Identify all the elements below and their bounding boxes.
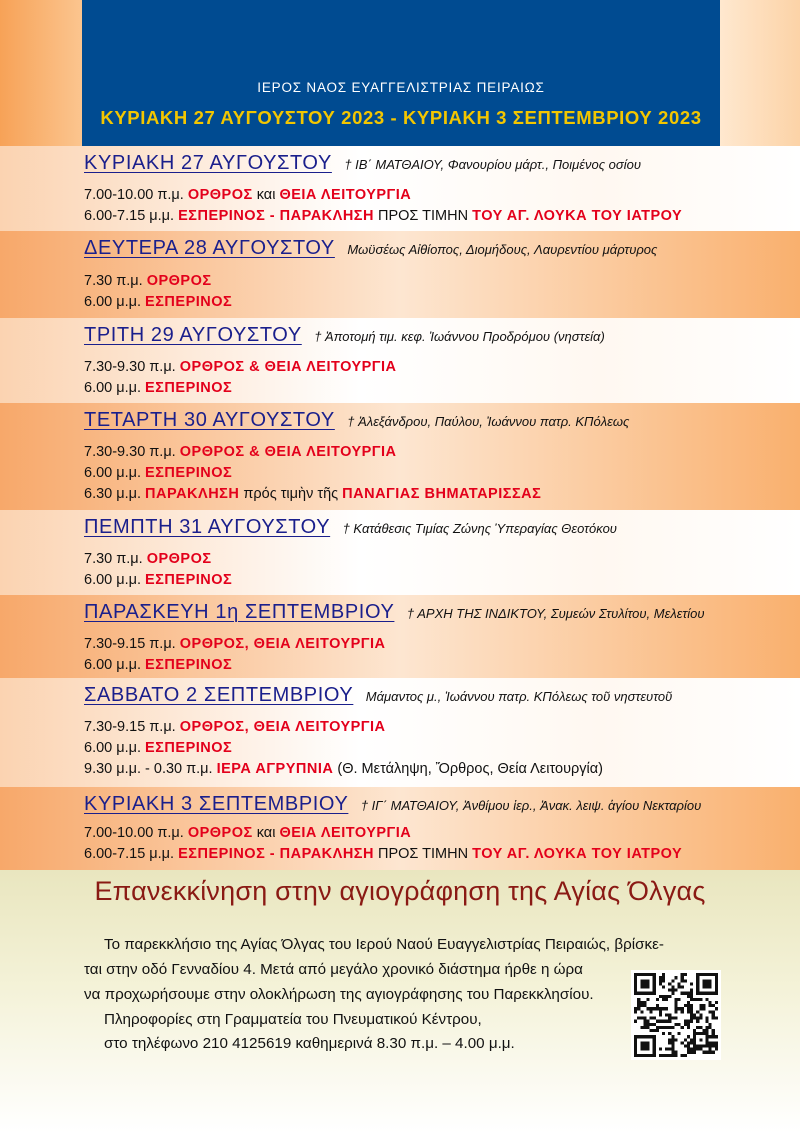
service-line: 6.00-7.15 μ.μ. ΕΣΠΕΡΙΝΟΣ - ΠΑΡΑΚΛΗΣΗ ΠΡΟΣ ΤΙΜΗΝ ΤΟΥ ΑΓ. ΛΟΥΚΑ ΤΟΥ ΙΑΤΡΟΥ [84, 846, 683, 862]
service-name: ΕΣΠΕΡΙΝΟΣ [145, 657, 233, 673]
day-saturday-2-sep [0, 678, 800, 787]
service-time: 6.30 μ.μ. [84, 486, 146, 502]
announcement-line: στο τηλέφωνο 210 4125619 καθημερινά 8.30 π.μ. – 4.00 μ.μ. [104, 1035, 515, 1052]
day-feast: Μωϋσέως Αἰθίοπος, Διομήδους, Λαυρεντίου μάρτυρος [347, 242, 658, 257]
service-name: ΕΣΠΕΡΙΝΟΣ [145, 380, 233, 396]
day-title: ΚΥΡΙΑΚΗ 27 ΑΥΓΟΥΣΤΟΥ [84, 152, 332, 174]
qr-code-icon[interactable] [631, 970, 721, 1060]
service-name: ΕΣΠΕΡΙΝΟΣ [145, 572, 233, 588]
day-title: ΚΥΡΙΑΚΗ 3 ΣΕΠΤΕΜΒΡΙΟΥ [84, 793, 349, 815]
service-time: 7.30 π.μ. [84, 273, 147, 289]
service-line [84, 719, 386, 735]
church-name: ΙΕΡΟΣ ΝΑΟΣ ΕΥΑΓΓΕΛΙΣΤΡΙΑΣ ΠΕΙΡΑΙΩΣ [257, 80, 545, 95]
service-time: 7.30-9.30 π.μ. [84, 359, 180, 375]
service-time: 7.00-10.00 π.μ. [84, 187, 188, 203]
service-name: ΕΣΠΕΡΙΝΟΣ [145, 740, 233, 756]
service-time: 6.00 μ.μ. [84, 380, 146, 396]
service-name: ΠΑΝΑΓΙΑΣ ΒΗΜΑΤΑΡΙΣΣΑΣ [342, 486, 542, 502]
service-time: 9.30 μ.μ. - 0.30 π.μ. [84, 761, 217, 777]
day-feast: Μάμαντος μ., Ἰωάννου πατρ. ΚΠόλεως τοῦ νηστευτοῦ [365, 689, 673, 704]
left-decor-strip [0, 0, 82, 152]
service-line [84, 572, 232, 588]
service-name: ΤΟΥ ΑΓ. ΛΟΥΚΑ ΤΟΥ ΙΑΤΡΟΥ [472, 208, 683, 224]
service-time: 6.00 μ.μ. [84, 572, 146, 588]
service-line: 7.00-10.00 π.μ. ΟΡΘΡΟΣ και ΘΕΙΑ ΛΕΙΤΟΥΡΓΙΑ [84, 825, 412, 841]
service-line [84, 465, 232, 481]
announcement-line: Πληροφορίες στη Γραμματεία του Πνευματικού Κέντρου, [104, 1011, 482, 1028]
service-time: 7.30 π.μ. [84, 551, 147, 567]
service-line [84, 444, 397, 460]
day-title: ΠΕΜΠΤΗ 31 ΑΥΓΟΥΣΤΟΥ [84, 516, 331, 538]
announcement-line: να προχωρήσουμε στην ολοκλήρωση της αγιογράφησης του Παρεκκλησίου. [84, 986, 594, 1003]
service-line [84, 359, 397, 375]
day-feast: † Ἀλεξάνδρου, Παύλου, Ἰωάννου πατρ. ΚΠόλεως [347, 414, 630, 429]
day-feast: † Κατάθεσις Τιμίας Ζώνης Ὑπεραγίας Θεοτόκου [342, 521, 617, 536]
announcement-title: Επανεκκίνηση στην αγιογράφηση της Αγίας Όλγας [94, 876, 706, 906]
service-name: ΘΕΙΑ ΛΕΙΤΟΥΡΓΙΑ [279, 187, 412, 203]
qr-code-graphic [631, 970, 721, 1060]
service-name: ΟΡΘΡΟΣ & ΘΕΙΑ ΛΕΙΤΟΥΡΓΙΑ [179, 444, 397, 460]
service-name: ΟΡΘΡΟΣ, ΘΕΙΑ ΛΕΙΤΟΥΡΓΙΑ [179, 636, 386, 652]
day-feast: † ΙΓ΄ ΜΑΤΘΑΙΟΥ, Ἀνθίμου ἱερ., Ἀνακ. λειψ. ἁγίου Νεκταρίου [360, 798, 702, 813]
day-tuesday-29-aug [0, 318, 800, 403]
day-thursday-31-aug [0, 510, 800, 595]
day-sunday-3-sep [0, 787, 800, 870]
service-name: ΘΕΙΑ ΛΕΙΤΟΥΡΓΙΑ [279, 825, 412, 841]
announcement-line: Το παρεκκλήσιο της Αγίας Όλγας του Ιερού Ναού Ευαγγελιστρίας Πειραιώς, βρίσκε- [104, 936, 664, 953]
service-name: ΕΣΠΕΡΙΝΟΣ - ΠΑΡΑΚΛΗΣΗ [178, 208, 374, 224]
service-line: 7.00-10.00 π.μ. ΟΡΘΡΟΣ και ΘΕΙΑ ΛΕΙΤΟΥΡΓΙΑ [84, 187, 412, 203]
schedule-dates: ΚΥΡΙΑΚΗ 27 ΑΥΓΟΥΣΤΟΥ 2023 - ΚΥΡΙΑΚΗ 3 ΣΕΠΤΕΜΒΡΙΟΥ 2023 [100, 107, 702, 128]
service-name: ΟΡΘΡΟΣ [146, 273, 212, 289]
day-title: ΔΕΥΤΕΡΑ 28 ΑΥΓΟΥΣΤΟΥ [84, 237, 335, 259]
day-friday-1-sep [0, 595, 800, 678]
day-title: ΤΕΤΑΡΤΗ 30 ΑΥΓΟΥΣΤΟΥ [84, 409, 335, 431]
service-name: ΟΡΘΡΟΣ [146, 551, 212, 567]
day-sunday-27-aug [0, 146, 800, 231]
service-name: ΟΡΘΡΟΣ & ΘΕΙΑ ΛΕΙΤΟΥΡΓΙΑ [179, 359, 397, 375]
service-time: 7.30-9.15 π.μ. [84, 636, 180, 652]
service-time: 6.00-7.15 μ.μ. [84, 846, 179, 862]
day-title: ΣΑΒΒΑΤΟ 2 ΣΕΠΤΕΜΒΡΙΟΥ [84, 684, 354, 706]
service-line [84, 380, 232, 396]
service-time: 6.00 μ.μ. [84, 657, 146, 673]
service-line: 9.30 μ.μ. - 0.30 π.μ. ΙΕΡΑ ΑΓΡΥΠΝΙΑ (Θ. Μετάληψη, Ὄρθρος, Θεία Λειτουργία) [84, 761, 603, 777]
service-name: ΕΣΠΕΡΙΝΟΣ [145, 465, 233, 481]
service-name: ΟΡΘΡΟΣ [187, 825, 253, 841]
service-name: ΠΑΡΑΚΛΗΣΗ [145, 486, 240, 502]
service-line: 6.30 μ.μ. ΠΑΡΑΚΛΗΣΗ πρός τιμὴν τῆς ΠΑΝΑΓΙΑΣ ΒΗΜΑΤΑΡΙΣΣΑΣ [84, 486, 542, 502]
day-title: ΤΡΙΤΗ 29 ΑΥΓΟΥΣΤΟΥ [84, 324, 302, 346]
right-decor-strip [720, 0, 800, 152]
day-feast: † ΑΡΧΗ ΤΗΣ ΙΝΔΙΚΤΟΥ, Συμεών Στυλίτου, Μελετίου [406, 606, 705, 621]
service-time: 6.00 μ.μ. [84, 465, 146, 481]
day-feast: † Ἀποτομή τιμ. κεφ. Ἰωάννου Προδρόμου (νηστεία) [314, 329, 605, 344]
service-line: 6.00-7.15 μ.μ. ΕΣΠΕΡΙΝΟΣ - ΠΑΡΑΚΛΗΣΗ ΠΡΟΣ ΤΙΜΗΝ ΤΟΥ ΑΓ. ΛΟΥΚΑ ΤΟΥ ΙΑΤΡΟΥ [84, 208, 683, 224]
service-line [84, 551, 212, 567]
service-line [84, 273, 212, 289]
service-name: ΟΡΘΡΟΣ [187, 187, 253, 203]
service-name: ΙΕΡΑ ΑΓΡΥΠΝΙΑ [216, 761, 334, 777]
service-name: ΕΣΠΕΡΙΝΟΣ [145, 294, 233, 310]
service-time: 7.30-9.30 π.μ. [84, 444, 180, 460]
day-wednesday-30-aug [0, 403, 800, 510]
service-line [84, 294, 232, 310]
service-name: ΤΟΥ ΑΓ. ΛΟΥΚΑ ΤΟΥ ΙΑΤΡΟΥ [472, 846, 683, 862]
day-monday-28-aug [0, 231, 800, 318]
header-banner [82, 0, 720, 146]
service-time: 6.00-7.15 μ.μ. [84, 208, 179, 224]
service-line [84, 657, 232, 673]
service-name: ΕΣΠΕΡΙΝΟΣ - ΠΑΡΑΚΛΗΣΗ [178, 846, 374, 862]
schedule-list [0, 146, 800, 870]
service-time: 7.30-9.15 π.μ. [84, 719, 180, 735]
service-line [84, 636, 386, 652]
day-feast: † ΙΒ΄ ΜΑΤΘΑΙΟΥ, Φανουρίου μάρτ., Ποιμένος οσίου [344, 157, 641, 172]
service-time: 7.00-10.00 π.μ. [84, 825, 188, 841]
service-line [84, 740, 232, 756]
announcement-line: ται στην οδό Γενναδίου 4. Μετά από μεγάλο χρονικό διάστημα ήρθε η ώρα [84, 961, 583, 978]
day-title: ΠΑΡΑΣΚΕΥΗ 1η ΣΕΠΤΕΜΒΡΙΟΥ [84, 601, 395, 623]
service-name: ΟΡΘΡΟΣ, ΘΕΙΑ ΛΕΙΤΟΥΡΓΙΑ [179, 719, 386, 735]
service-time: 6.00 μ.μ. [84, 740, 146, 756]
announcement-section [0, 870, 800, 1133]
service-time: 6.00 μ.μ. [84, 294, 146, 310]
